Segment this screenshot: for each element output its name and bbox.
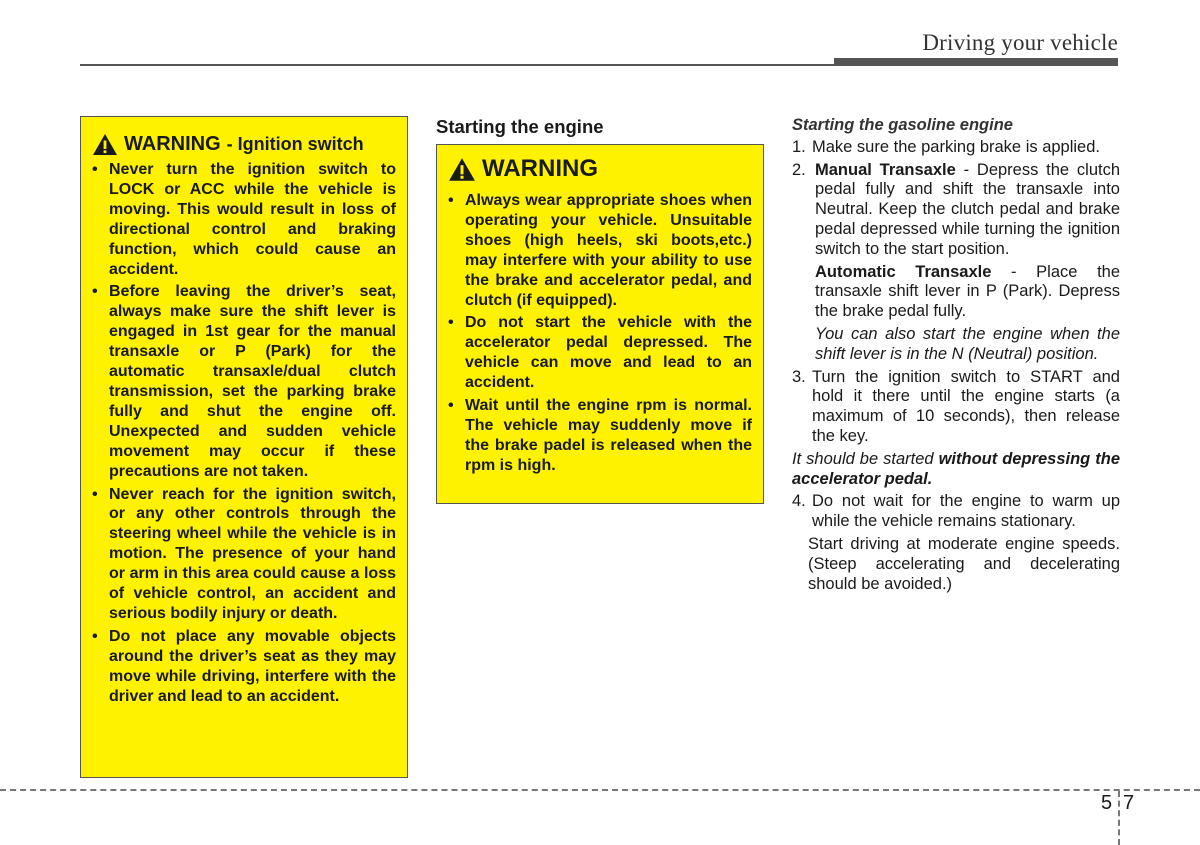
note-emphasis: without depressing the accelerator pedal. xyxy=(792,449,1120,488)
footer-divider xyxy=(1118,791,1120,845)
step-number: 1. xyxy=(792,137,806,156)
step-number: 2. xyxy=(792,160,806,179)
automatic-transaxle-label: Automatic Transaxle xyxy=(815,262,992,281)
step-number: 3. xyxy=(792,367,806,386)
warning-label: WARNING xyxy=(124,133,221,155)
manual-transaxle-label: Manual Transaxle xyxy=(815,160,956,179)
warning-triangle-icon xyxy=(92,133,118,156)
subheading: Starting the gasoline engine xyxy=(792,116,1013,134)
warning-item: • Always wear appropriate shoes when operating your vehicle. Unsuitable shoes (high heels, ski boots,etc.) may interfere with your ability to use the brake and accelerator pedal, and clutch (if equipped). xyxy=(448,191,752,310)
ignition-switch-warning-box xyxy=(80,116,408,778)
warning-item: • Never reach for the ignition switch, or any other controls through the steering wheel while the vehicle is in motion. The presence of your hand or arm in this area could cause a loss of vehicle control, an accident and serious bodily injury or death. xyxy=(92,485,396,624)
warning-triangle-icon xyxy=(448,157,476,182)
manual-transaxle-text: - Depress the clutch pedal fully and shift the transaxle into Neutral. Keep the clutch pedal and brake pedal depressed while turning the ignition switch to the start position. xyxy=(815,160,1121,258)
warning-item: • Never turn the ignition switch to LOCK or ACC while the vehicle is moving. This would result in loss of directional control and braking function, which could cause an accident. xyxy=(92,160,396,279)
header-rule-accent xyxy=(834,58,1118,66)
warning-header xyxy=(448,155,752,183)
warning-item: • Do not start the vehicle with the accelerator pedal depressed. The vehicle can move and lead to an accident. xyxy=(448,313,752,393)
step-number: 4. xyxy=(792,492,806,511)
warning-list xyxy=(92,160,396,706)
step-3 xyxy=(792,368,1120,447)
warning-item: • Do not place any movable objects around the driver’s seat as they may move while driving, interfere with the driver and lead to an accident. xyxy=(92,627,396,707)
warning-header xyxy=(92,133,396,156)
step-text: Do not wait for the engine to warm up while the vehicle remains stationary. xyxy=(812,492,1120,531)
automatic-transaxle-text: - Place the transaxle shift lever in P (Park). Depress the brake pedal fully. xyxy=(815,262,1121,321)
warning-label: WARNING xyxy=(482,155,598,182)
accelerator-note xyxy=(792,450,1120,490)
step-4 xyxy=(792,492,1120,532)
chapter-title: Driving your vehicle xyxy=(922,30,1118,55)
warning-item: • Wait until the engine rpm is normal. The vehicle may suddenly move if the brake padel is released when the rpm is high. xyxy=(448,396,752,476)
automatic-transaxle-paragraph xyxy=(815,263,1120,322)
chapter-number: 5 xyxy=(1101,792,1113,814)
gasoline-engine-instructions xyxy=(792,116,1120,597)
closing-paragraph: Start driving at moderate engine speeds. (Steep accelerating and decelerating should be avoided.) xyxy=(808,534,1120,593)
note-text: It should be started xyxy=(792,449,939,468)
step-text: Make sure the parking brake is applied. xyxy=(812,137,1100,156)
warning-subtitle: - Ignition switch xyxy=(226,134,364,154)
section-title: Starting the engine xyxy=(436,116,604,137)
step-2 xyxy=(792,161,1120,260)
neutral-note: You can also start the engine when the shift lever is in the N (Neutral) position. xyxy=(815,324,1120,363)
warning-item: • Before leaving the driver’s seat, always make sure the shift lever is engaged in 1st gear for the manual transaxle or P (Park) for the automatic transaxle/dual clutch transmission, set the parking brake fully and shut the engine off. Unexpected and sudden vehicle movement may occur if these precautions are not taken. xyxy=(92,282,396,481)
page-number: 7 xyxy=(1123,792,1135,814)
warning-list xyxy=(448,191,752,476)
step-text: Turn the ignition switch to START and hold it there until the engine starts (a maximum of 10 seconds), then release the key. xyxy=(812,367,1120,445)
starting-engine-warning-box xyxy=(436,144,764,504)
step-1 xyxy=(792,138,1120,158)
footer-rule xyxy=(0,789,1200,791)
